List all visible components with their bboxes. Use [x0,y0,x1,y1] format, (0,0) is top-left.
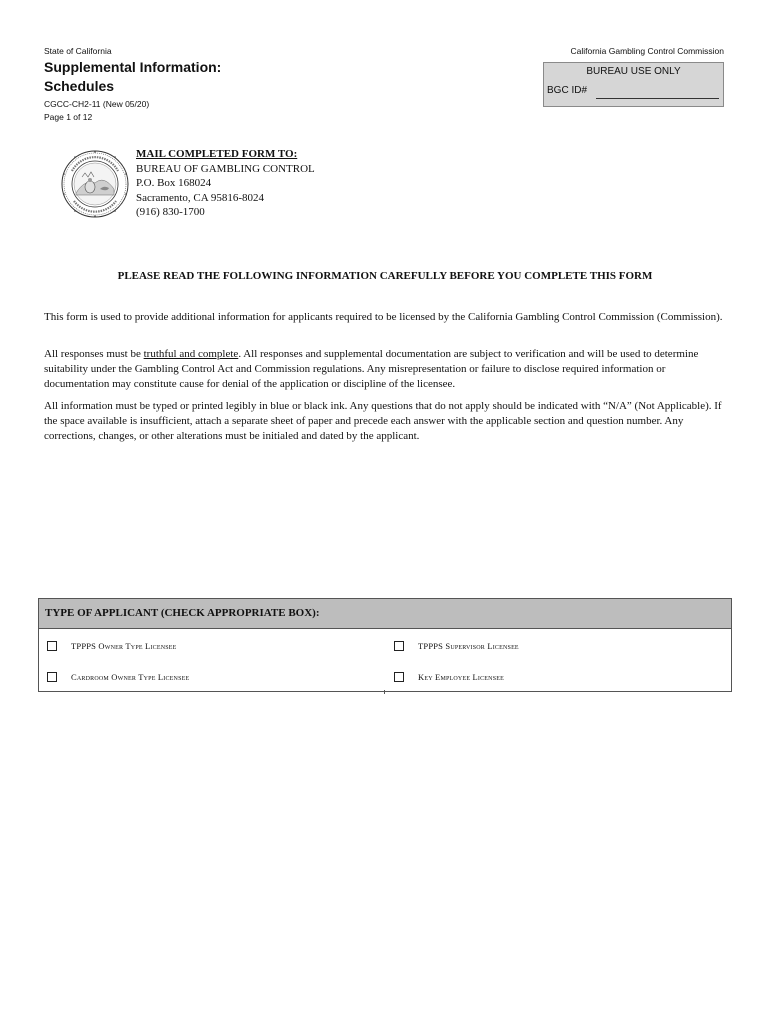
checkbox-cardroom-owner[interactable] [47,672,57,682]
page-number: Page 1 of 12 [44,112,93,122]
form-title-line2: Schedules [44,78,115,94]
form-title [44,58,221,96]
applicant-type-table [38,598,732,692]
form-meta [44,98,149,124]
option-cardroom-owner[interactable] [47,672,189,682]
form-title-line1: Supplemental Information: [44,59,222,75]
bgc-id-label: BGC ID# [547,85,588,96]
checkbox-key-employee[interactable] [394,672,404,682]
intro-paragraph: This form is used to provide additional information for applicants required to be licensed by the California Gambling Control Commission (Commission). [44,311,723,323]
truthful-complete-text: truthful and complete [143,348,239,360]
bgc-id-field[interactable] [596,98,719,99]
bureau-use-box [543,62,724,107]
responses-text-pre: All responses must be [44,348,144,360]
option-tppps-owner-label: TPPPS Owner Type Licensee [71,641,177,651]
option-tppps-supervisor[interactable] [394,641,519,651]
option-key-employee-label: Key Employee Licensee [418,672,504,682]
notice-heading: PLEASE READ THE FOLLOWING INFORMATION CAREFULLY BEFORE YOU COMPLETE THIS FORM [117,270,653,282]
responses-paragraph [44,347,732,392]
bureau-use-title: BUREAU USE ONLY [586,66,681,77]
mail-line1: BUREAU OF GAMBLING CONTROL [136,162,315,175]
form-number: CGCC-CH2-11 (New 05/20) [44,99,150,109]
applicant-type-heading: TYPE OF APPLICANT (CHECK APPROPRIATE BOX): [39,599,731,629]
option-cardroom-owner-label: Cardroom Owner Type Licensee [71,672,190,682]
responses-text-post: . All responses and supplemental documentation are subject to verification and will be used to determine suitability under the Gambling Control Act and Commission regulations. Any misrepresentation or failure to disclose required information or documentation may constitute cause for denial of the application or discipline of the licensee. [44,348,699,390]
mail-address-block [136,147,315,220]
mail-line4: (916) 830-1700 [136,206,205,218]
option-tppps-owner[interactable] [47,641,177,651]
state-label: State of California [44,46,112,56]
mail-line3: Sacramento, CA 95816-8024 [136,191,265,204]
option-tppps-supervisor-label: TPPPS Supervisor Licensee [418,641,519,651]
commission-label: California Gambling Control Commission [570,46,724,56]
option-key-employee[interactable] [394,672,504,682]
state-seal-icon [60,149,130,219]
checkbox-tppps-owner[interactable] [47,641,57,651]
mail-line2: P.O. Box 168024 [136,177,212,189]
checkbox-tppps-supervisor[interactable] [394,641,404,651]
mail-heading: MAIL COMPLETED FORM TO: [136,148,298,160]
instructions-paragraph: All information must be typed or printed legibly in blue or black ink. Any questions that do not apply should be indicated with “N/A” (Not Applicable). If the space available is insufficient, attach a separate sheet of paper and precede each answer with the applicable section and question number. Any corrections, changes, or other alterations must be initialed and dated by the applicant. [44,400,722,442]
column-divider [384,690,385,694]
